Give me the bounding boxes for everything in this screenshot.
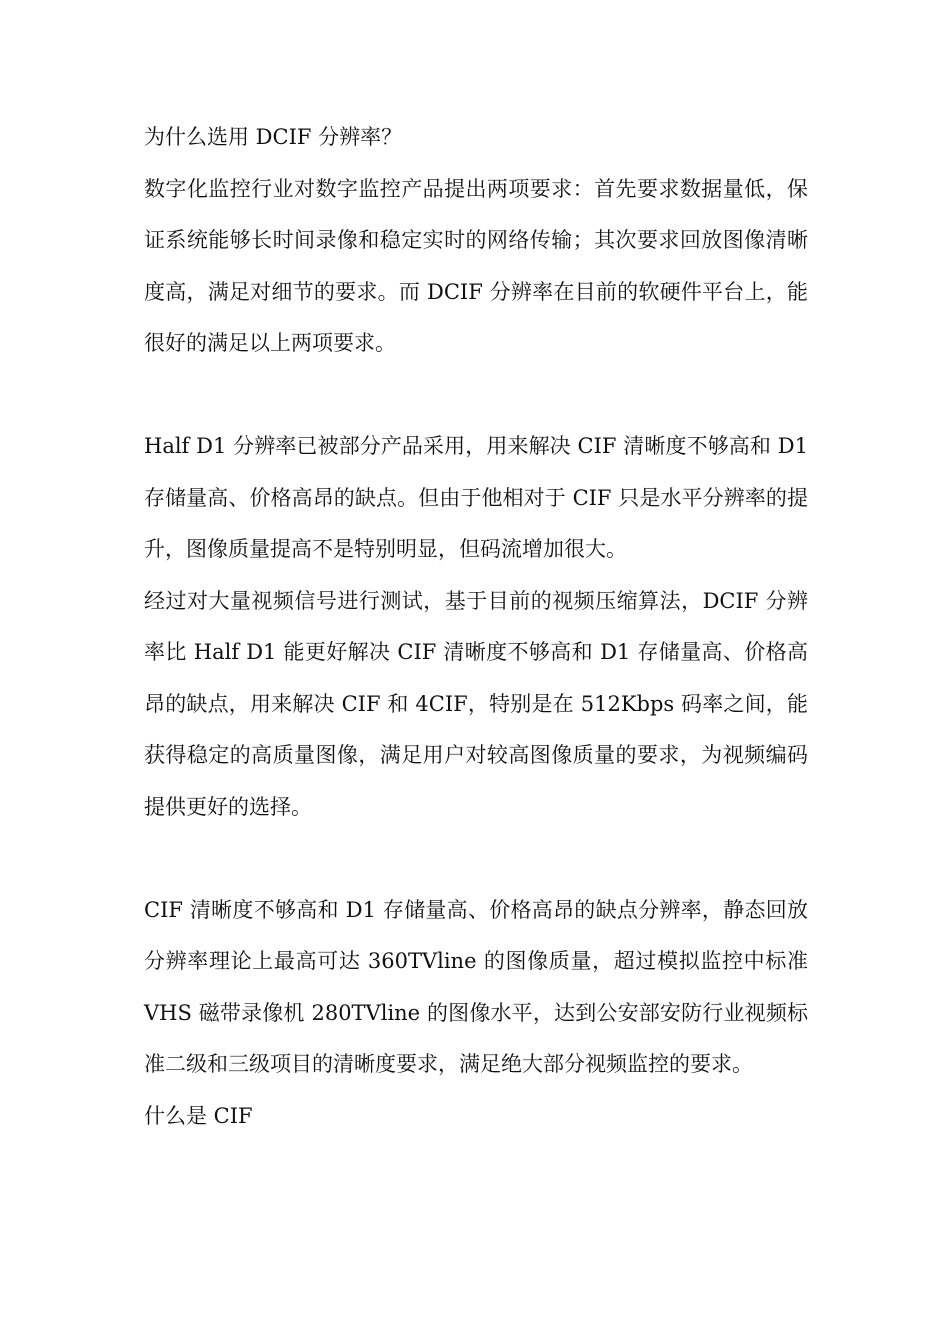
- document-body: [144, 112, 808, 1142]
- paragraph-resolution-quality: CIF 清晰度不够高和 D1 存储量高、价格高昂的缺点分辨率，静态回放分辨率理论上最高可达 360TVline 的图像质量，超过模拟监控中标准 VHS 磁带录像机 280TVline 的图像水平，达到公安部安防行业视频标准二级和三级项目的清晰度要求，满足绝大部分视频监控的要求。: [144, 897, 808, 1076]
- heading-what-is-cif: 什么是 CIF: [144, 1103, 253, 1128]
- paragraph-spacer: [144, 833, 808, 885]
- paragraph-testing: 经过对大量视频信号进行测试，基于目前的视频压缩算法，DCIF 分辨率比 Half D1 能更好解决 CIF 清晰度不够高和 D1 存储量高、价格高昂的缺点，用来解决 CIF 和 4CIF，特别是在 512Kbps 码率之间，能获得稳定的高质量图像，满足用户对较高图像质量的要求，为视频编码提供更好的选择。: [144, 588, 808, 819]
- paragraph-half-d1: Half D1 分辨率已被部分产品采用，用来解决 CIF 清晰度不够高和 D1 存储量高、价格高昂的缺点。但由于他相对于 CIF 只是水平分辨率的提升，图像质量提高不是特别明显，但码流增加很大。: [144, 434, 808, 561]
- paragraph-requirements: 数字化监控行业对数字监控产品提出两项要求：首先要求数据量低，保证系统能够长时间录像和稳定实时的网络传输；其次要求回放图像清晰度高，满足对细节的要求。而 DCIF 分辨率在目前的软硬件平台上，能很好的满足以上两项要求。: [144, 176, 808, 355]
- heading-why-dcif: 为什么选用 DCIF 分辨率？: [144, 125, 403, 149]
- paragraph-spacer: [144, 370, 808, 422]
